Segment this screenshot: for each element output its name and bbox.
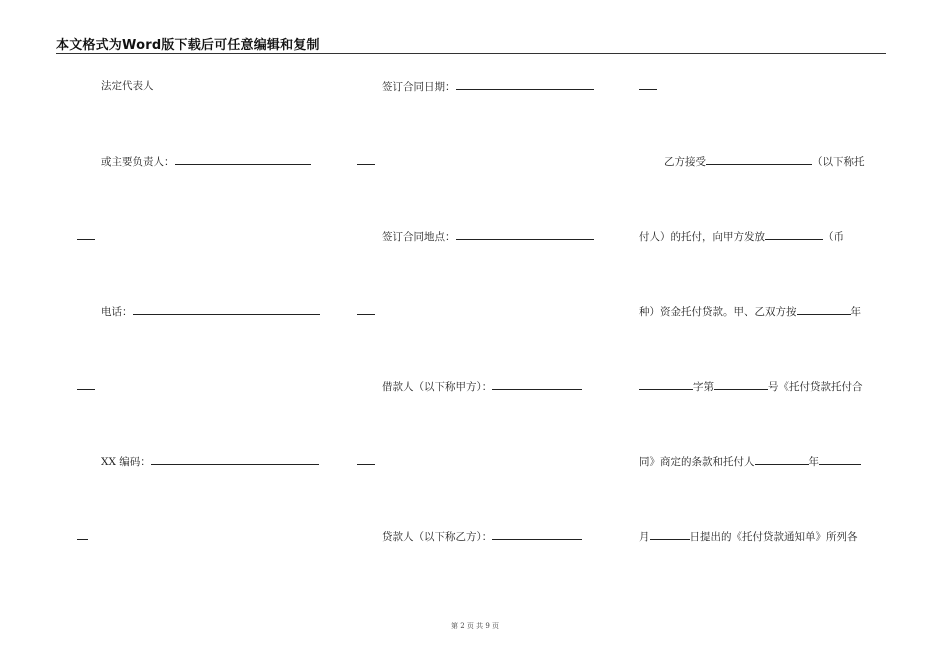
blank-row (357, 154, 375, 169)
paragraph-line-6 (639, 529, 858, 544)
sign-date-label: 签订合同日期： (382, 81, 456, 93)
borrower-row (382, 379, 582, 394)
trustor-name-blank[interactable] (755, 454, 809, 465)
sign-place-row (382, 229, 594, 244)
sign-date-blank[interactable] (456, 79, 594, 90)
borrower-label: 借款人（以下称甲方）： (382, 381, 493, 393)
borrower-blank[interactable] (492, 379, 582, 390)
principal-label: 或主要负责人： (101, 156, 175, 168)
paragraph-line-5 (639, 454, 861, 469)
amount-blank[interactable] (765, 229, 823, 240)
text-span: 日提出的《托付贷款通知单》所列各 (689, 531, 858, 543)
text-span: 同》商定的条款和托付人 (639, 456, 755, 468)
sign-date-row (382, 79, 594, 94)
sign-place-label: 签订合同地点： (382, 231, 456, 243)
phone-label: 电话： (101, 306, 133, 318)
continuation-blank[interactable] (77, 229, 95, 240)
postcode-blank[interactable] (151, 454, 319, 465)
text-span: （以下称托 (812, 156, 865, 168)
text-span: 字第 (693, 381, 714, 393)
text-span: 种）资金托付贷款。甲、乙双方按 (639, 306, 797, 318)
phone-blank[interactable] (133, 304, 320, 315)
header-rule (56, 53, 886, 54)
text-span: 付人）的托付，向甲方发放 (639, 231, 765, 243)
continuation-blank[interactable] (357, 154, 375, 165)
blank-row (77, 229, 95, 244)
paragraph-line-4 (639, 379, 863, 394)
trustor-blank[interactable] (706, 154, 812, 165)
continuation-blank[interactable] (77, 379, 95, 390)
principal-blank[interactable] (175, 154, 311, 165)
text-span: 乙方接受 (664, 156, 706, 168)
postcode-label: XX 编码： (101, 456, 151, 468)
blank-row (77, 529, 88, 544)
blank-row (357, 454, 375, 469)
page-footer: 第 2 页 共 9 页 (450, 622, 500, 630)
lender-row (382, 529, 582, 544)
phone-row (101, 304, 320, 319)
blank-row (357, 304, 375, 319)
paragraph-line-2 (639, 229, 844, 244)
continuation-blank[interactable] (77, 529, 88, 540)
continuation-blank[interactable] (639, 79, 657, 90)
continuation-blank[interactable] (357, 454, 375, 465)
paragraph-line-1 (664, 154, 865, 169)
principal-row (101, 154, 311, 169)
month-blank[interactable] (650, 529, 690, 540)
blank-row (639, 79, 657, 94)
year-blank-2[interactable] (819, 454, 861, 465)
sign-place-blank[interactable] (456, 229, 594, 240)
contract-prefix-blank[interactable] (639, 379, 693, 390)
blank-row (77, 379, 95, 394)
contract-number-blank[interactable] (714, 379, 768, 390)
text-span: （币 (823, 231, 844, 243)
postcode-row (101, 454, 319, 469)
text-span: 年 (808, 456, 819, 468)
legal-rep-label: 法定代表人 (101, 80, 154, 92)
text-span: 月 (639, 531, 650, 543)
document-header: 本文格式为Word版下载后可任意编辑和复制 (56, 38, 320, 53)
continuation-blank[interactable] (357, 304, 375, 315)
text-span: 年 (850, 306, 861, 318)
text-span: 号《托付贷款托付合 (768, 381, 863, 393)
year-blank[interactable] (797, 304, 851, 315)
paragraph-line-3 (639, 304, 861, 319)
lender-label: 贷款人（以下称乙方）： (382, 531, 493, 543)
lender-blank[interactable] (492, 529, 582, 540)
